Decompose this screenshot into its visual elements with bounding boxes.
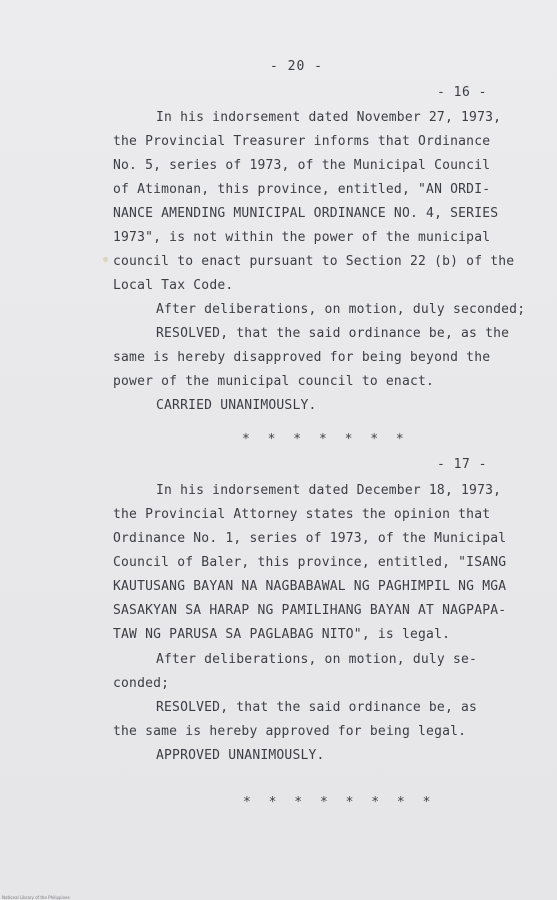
- section-number-16: - 16 -: [437, 85, 487, 100]
- paragraph-line: NANCE AMENDING MUNICIPAL ORDINANCE NO. 4, SERIES: [113, 206, 499, 221]
- paragraph-line: power of the municipal council to enact.: [113, 374, 435, 389]
- page-number: - 20 -: [270, 59, 323, 74]
- paragraph-line: No. 5, series of 1973, of the Municipal Council: [113, 158, 491, 173]
- paragraph-line: conded;: [113, 676, 170, 691]
- paragraph-line: council to enact pursuant to Section 22 (b) of the: [113, 254, 515, 269]
- paragraph-line: After deliberations, on motion, duly seconded;: [156, 302, 526, 317]
- paragraph-line: of Atimonan, this province, entitled, "AN ORDI-: [113, 182, 491, 197]
- separator-stars: * * * * * * * *: [243, 795, 436, 810]
- paragraph-line: Council of Baler, this province, entitled, "ISANG: [113, 555, 507, 570]
- paragraph-line: the Provincial Attorney states the opinion that: [113, 507, 491, 522]
- paragraph-line: RESOLVED, that the said ordinance be, as: [156, 700, 478, 715]
- paragraph-line: SASAKYAN SA HARAP NG PAMILIHANG BAYAN AT NAGPAPA-: [113, 603, 507, 618]
- separator-stars: * * * * * * *: [242, 432, 409, 447]
- paragraph-line: RESOLVED, that the said ordinance be, as the: [156, 326, 510, 341]
- paragraph-line: the Provincial Treasurer informs that Ordinance: [113, 134, 491, 149]
- paragraph-line: After deliberations, on motion, duly se-: [156, 652, 478, 667]
- paragraph-line: In his indorsement dated November 27, 1973,: [156, 110, 502, 125]
- paper-stain: [103, 257, 108, 262]
- paragraph-line: CARRIED UNANIMOUSLY.: [156, 398, 317, 413]
- paragraph-line: KAUTUSANG BAYAN NA NAGBABAWAL NG PAGHIMPIL NG MGA: [113, 579, 507, 594]
- section-number-17: - 17 -: [437, 457, 487, 472]
- paragraph-line: Local Tax Code.: [113, 278, 234, 293]
- paragraph-line: TAW NG PARUSA SA PAGLABAG NITO", is legal.: [113, 627, 451, 642]
- paragraph-line: APPROVED UNANIMOUSLY.: [156, 748, 325, 763]
- footer-watermark: National Library of the Philippines: [2, 895, 70, 900]
- paragraph-line: Ordinance No. 1, series of 1973, of the Municipal: [113, 531, 507, 546]
- paragraph-line: 1973", is not within the power of the municipal: [113, 230, 491, 245]
- paragraph-line: the same is hereby approved for being legal.: [113, 724, 467, 739]
- paragraph-line: In his indorsement dated December 18, 1973,: [156, 483, 502, 498]
- paragraph-line: same is hereby disapproved for being beyond the: [113, 350, 491, 365]
